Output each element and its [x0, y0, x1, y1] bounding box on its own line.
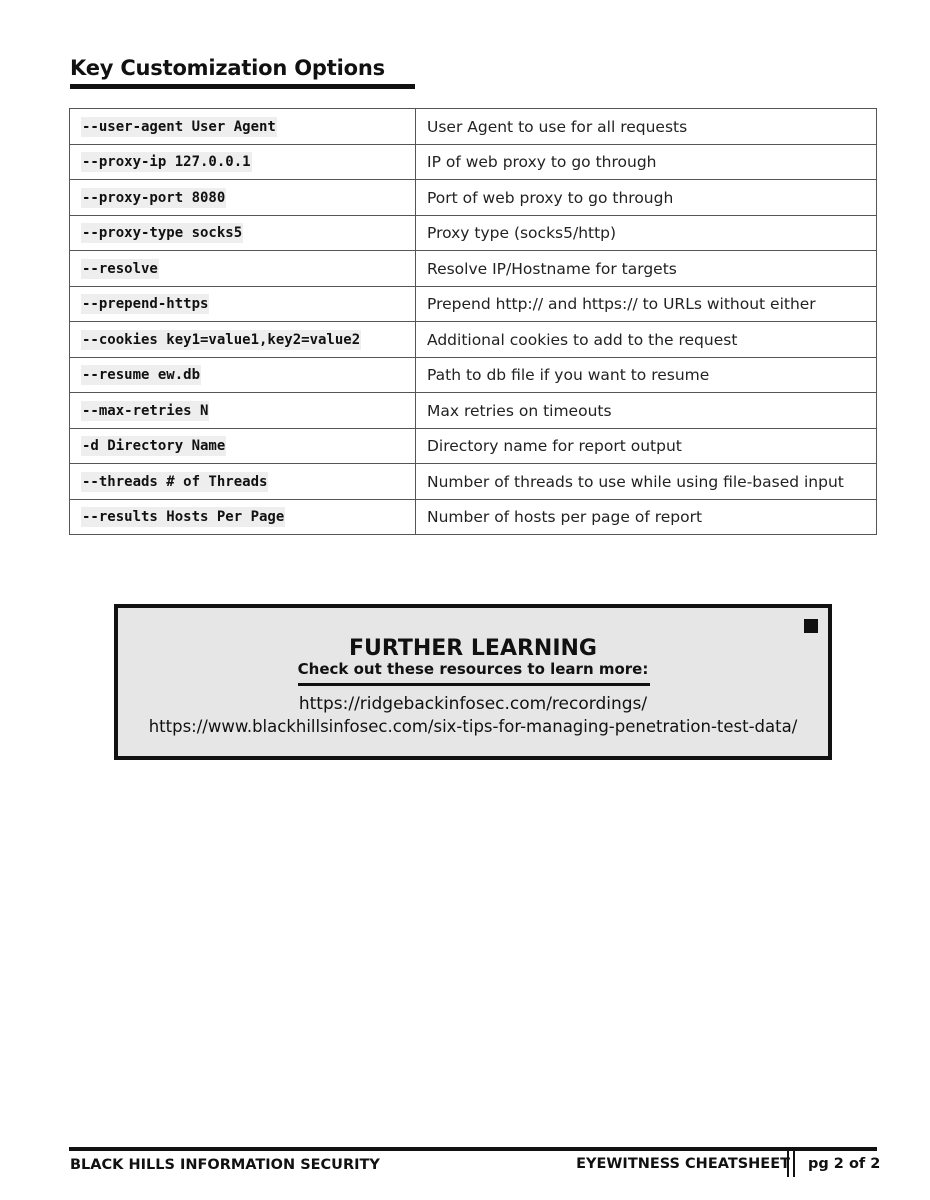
description-cell	[416, 322, 877, 358]
description-cell	[416, 144, 877, 180]
description-cell	[416, 499, 877, 535]
option-cell	[70, 251, 416, 287]
table-row	[70, 215, 877, 251]
description-cell	[416, 215, 877, 251]
option-cell	[70, 215, 416, 251]
option-cell	[70, 144, 416, 180]
option-cell	[70, 322, 416, 358]
table-row	[70, 109, 877, 145]
option-description: Max retries on timeouts	[427, 401, 612, 420]
option-description: Resolve IP/Hostname for targets	[427, 259, 677, 278]
description-cell	[416, 180, 877, 216]
option-description: IP of web proxy to go through	[427, 153, 657, 172]
option-description: Prepend http:// and https:// to URLs without either	[427, 295, 816, 314]
option-cell	[70, 357, 416, 393]
option-flag: --proxy-type socks5	[82, 225, 243, 242]
description-cell	[416, 393, 877, 429]
square-icon	[804, 619, 818, 633]
option-description: User Agent to use for all requests	[427, 117, 688, 136]
option-cell	[70, 180, 416, 216]
description-cell	[416, 464, 877, 500]
table-row	[70, 251, 877, 287]
option-flag: -d Directory Name	[82, 438, 226, 455]
option-flag: --user-agent User Agent	[82, 118, 276, 135]
option-flag: --proxy-ip 127.0.0.1	[82, 154, 251, 171]
option-description: Directory name for report output	[427, 437, 682, 456]
option-flag: --proxy-port 8080	[82, 189, 226, 206]
option-flag: --threads # of Threads	[82, 473, 268, 490]
option-description: Number of threads to use while using file-based input	[427, 472, 844, 491]
option-flag: --prepend-https	[82, 296, 209, 313]
further-learning-heading: FURTHER LEARNING	[349, 636, 597, 661]
option-description: Number of hosts per page of report	[427, 508, 703, 527]
description-cell	[416, 109, 877, 145]
options-table	[69, 108, 877, 535]
resource-link-recordings[interactable]: https://ridgebackinfosec.com/recordings/	[298, 694, 648, 714]
option-flag: --resume ew.db	[82, 367, 201, 384]
description-cell	[416, 286, 877, 322]
table-row	[70, 322, 877, 358]
table-row	[70, 357, 877, 393]
description-cell	[416, 357, 877, 393]
option-flag: --results Hosts Per Page	[82, 509, 285, 526]
option-cell	[70, 499, 416, 535]
page-number: pg 2 of 2	[808, 1156, 881, 1172]
footer-document-title: EYEWITNESS CHEATSHEET	[576, 1156, 790, 1172]
table-row	[70, 144, 877, 180]
further-learning-subheading: Check out these resources to learn more:	[297, 660, 649, 678]
table-row	[70, 286, 877, 322]
option-flag: --resolve	[82, 260, 158, 277]
option-cell	[70, 393, 416, 429]
table-row	[70, 464, 877, 500]
footer-organization: BLACK HILLS INFORMATION SECURITY	[70, 1157, 380, 1173]
option-description: Proxy type (socks5/http)	[427, 224, 617, 243]
option-cell	[70, 428, 416, 464]
option-cell	[70, 286, 416, 322]
option-cell	[70, 464, 416, 500]
footer-rule	[69, 1147, 877, 1151]
table-row	[70, 180, 877, 216]
table-row	[70, 428, 877, 464]
footer-divider	[787, 1151, 795, 1177]
resource-link-blog[interactable]: https://www.blackhillsinfosec.com/six-tips-for-managing-penetration-test-data/	[148, 717, 798, 736]
option-description: Port of web proxy to go through	[427, 188, 674, 207]
option-flag: --cookies key1=value1,key2=value2	[82, 331, 361, 348]
option-description: Path to db file if you want to resume	[427, 366, 710, 385]
further-learning-box	[114, 604, 832, 760]
further-learning-divider	[298, 683, 650, 686]
table-row	[70, 499, 877, 535]
option-cell	[70, 109, 416, 145]
description-cell	[416, 251, 877, 287]
description-cell	[416, 428, 877, 464]
table-row	[70, 393, 877, 429]
option-flag: --max-retries N	[82, 402, 209, 419]
section-title: Key Customization Options	[70, 56, 385, 80]
option-description: Additional cookies to add to the request	[427, 330, 738, 349]
title-underline	[70, 84, 415, 89]
